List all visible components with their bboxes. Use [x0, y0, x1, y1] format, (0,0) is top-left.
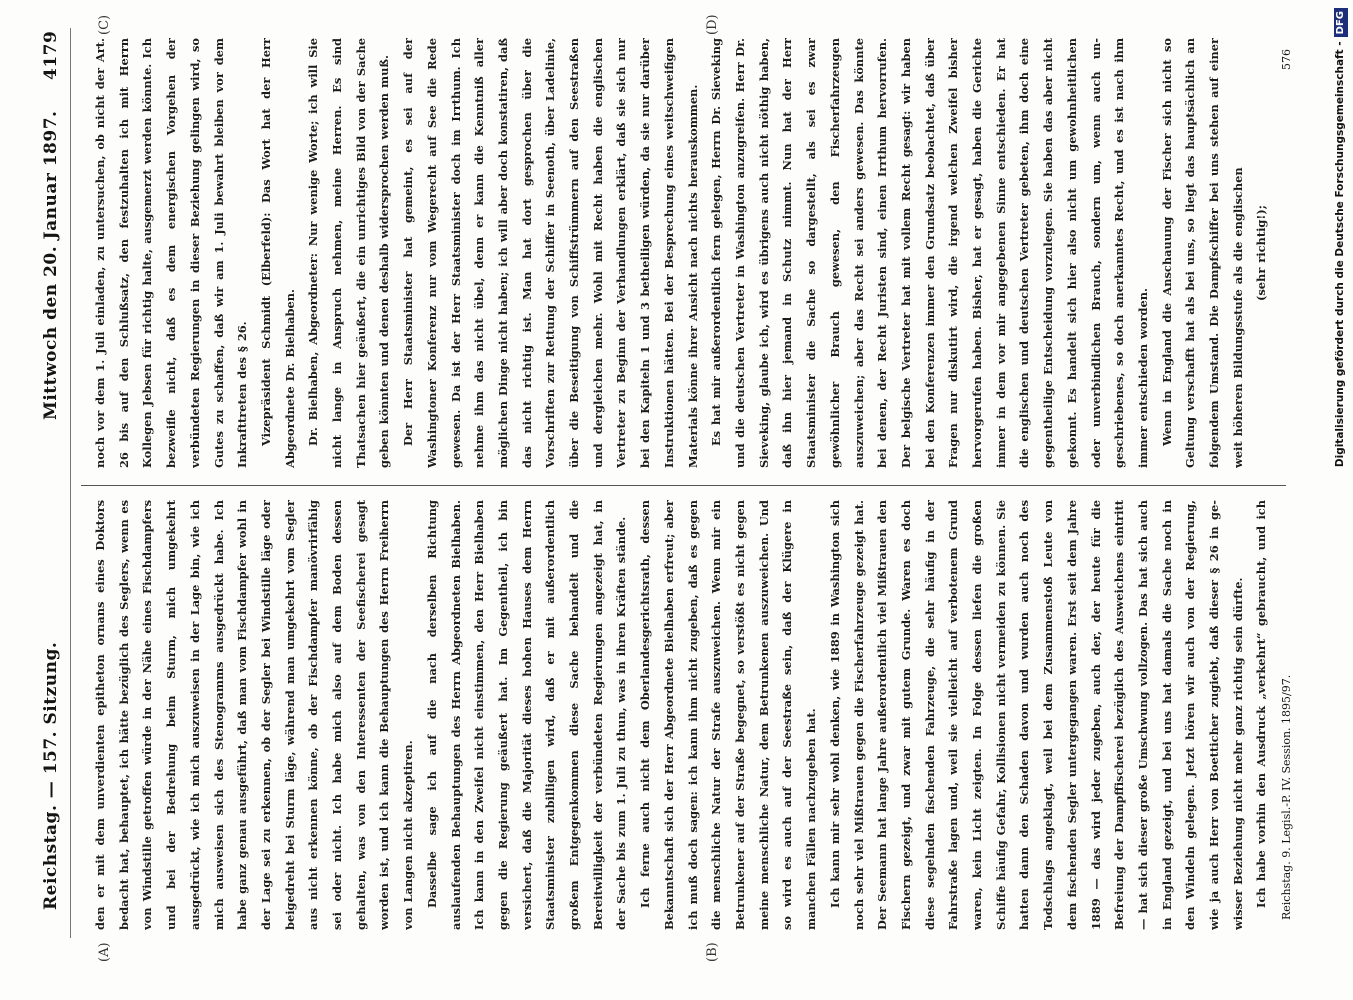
margin-marker-c: (C) [97, 14, 112, 35]
left-column-paragraph: Ich kann mir sehr wohl denken, wie 1889 in Washington sich noch sehr viel Mißtrauen gegen die Fischerfahrzeuge gezeigt hat. Der Seemann hat lange Jahre außerordentlich viel Mißtrauen den Fischern gezeigt, und zwar mit gutem Grunde. Waren es doch diese segelnden fischenden Fahrzeuge, die sehr häufig in der Fahrstraße lagen und, weil sie vielleicht auf verbotenem Grund waren, kein Licht zeigten. In Folge dessen liefen die großen Schiffe häufig Gefahr, Kollisionen nicht vermeiden zu können. Sie hatten dann den Schaden davon und wurden auch noch des Todschlags angeklagt, weil bei dem Zusammenstoß Leute von dem fischenden Segler untergegangen waren. Erst seit dem Jahre 1889 — das wird jeder zugeben, auch der, der heute für die Befreiung der Dampffischerei bezüglich des Ausweichens eintritt — hat sich dieser große Umschwung vollzogen. Das hat sich auch in England gezeigt, und bei uns hat damals die Sache noch in den Windeln gelegen. Jetzt hören wir auch von der Regierung, wie ja auch Herr von Boetticher zugiebt, daß dieser § 26 in gewisser Beziehung nicht mehr ganz richtig sein dürfte. [827, 500, 1245, 930]
left-column [89, 500, 1269, 930]
dfg-logo: DFG [1334, 8, 1348, 37]
page-header [37, 30, 77, 940]
right-column [89, 38, 1269, 468]
right-column-paragraph: (sehr richtig!); [1254, 205, 1269, 301]
margin-marker-b: (B) [705, 942, 720, 962]
right-column-paragraph: Vizepräsident Schmidt (Elberfeld): Das Wort hat der Herr Abgeordnete Dr. Bielhaben. [258, 38, 297, 468]
left-column-paragraph: den er mit dem unverdienten epitheton ornans eines Doktors bedacht hat, behauptet, ich hätte bezüglich des Seglers, wenn es von Windstille getroffen würde in der Nähe eines Fischdampfers und bei der Bedrehung beim Sturm, mich umgekehrt ausgedrückt, wie ich mich auszuweisen in der Lage bin, wie ich mich ausweisen sich des Stenogramms ausgedrückt habe. Ich habe ganz genau ausgeführt, daß man vom Fischdampfer wohl in der Lage sei zu erkennen, ob der Segler bei Windstille läge oder beigedreht bei Sturm läge, während man umgekehrt vom Segler aus nicht erkennen könne, ob der Fischdampfer manövrirfähig sei oder nicht. Ich habe mich also auf dem Boden dessen gehalten, was von den Interessenten der Seefischerei gesagt worden ist, und ich kann die Behauptungen des Herrn Freiherrn von Langen nicht akzeptiren. [93, 500, 416, 930]
header-session: Reichstag. — 157. Sitzung. [41, 641, 61, 910]
footer-session-info: Reichstag. 9. Legisl.-P. IV. Session. 1895/97. [1280, 674, 1293, 920]
rotated-page-content [15, 0, 1315, 1000]
left-column-paragraph: Dasselbe sage ich auf die nach derselben Richtung auslaufenden Behauptungen des Herrn Abgeordneten Bielhaben. Ich kann in den Zweifel nicht einstimmen, den Herr Bielhaben gegen die Regierung geäußert hat. Im Gegentheil, ich bin versichert, daß die Majorität dieses hohen Hauses dem Herrn Staatsminister zubilligen wird, daß er mit außerordentlich großem Entgegenkommen diese Sache behandelt und die Bereitwilligkeit der verbündeten Regierungen angezeigt hat, in der Sache bis zum 1. Juli zu thun, was in ihren Kräften stände. [424, 500, 629, 930]
right-column-paragraph: noch vor dem 1. Juli einladen, zu untersuchen, ob nicht der Art. 26 bis auf den Schlußsatz, den festzuhalten ich mit Herrn Kollegen Jebsen für richtig halte, ausgemerzt werden könnte. Ich bezweifle nicht, daß es dem energischen Vorgehen der verbündeten Regierungen in dieser Beziehung gelingen wird, so Gutes zu schaffen, daß wir am 1. Juli bewahrt bleiben vor dem Inkrafttreten des § 26. [93, 38, 250, 468]
header-page-number: 4179 [41, 30, 61, 80]
margin-marker-a: (A) [97, 942, 112, 962]
right-column-paragraph: Der Herr Staatsminister hat gemeint, es sei auf der Washingtoner Konferenz nur vom Wegerecht auf See die Rede gewesen. Da ist der Herr Staatsminister doch im Irrthum. Ich nehme ihm das nicht übel, denn er kann die Kenntniß aller möglichen Dinge nicht haben; ich will aber doch konstatiren, daß das nicht richtig ist. Man hat dort gesprochen über die Vorschriften zur Rettung der Schiffer in Seenoth, über Ladelinie, über die Beseitigung von Schiffstrümmern auf den Seestraßen und dergleichen mehr. Wohl mit Recht haben die englischen Vertreter zu Beginn der Verhandlungen erklärt, daß sie sich nur bei den Kapiteln 1 und 3 betheiligen würden, da sie nur darüber Instruktionen hätten. Bei der Besprechung eines weitschweifigen Materials könne ihrer Ansicht nach nichts herauskommen. [401, 38, 700, 468]
header-date: Mittwoch den 20. Januar 1897. [41, 110, 61, 420]
right-column-paragraph: Wenn in England die Anschauung der Fischer sich nicht so Geltung verschafft hat als bei uns, so liegt das hauptsächlich an folgendem Umstand. Die Dampfschiffer bei uns stehen auf einer weit höheren Bildungsstufe als die englischen [1159, 38, 1245, 468]
header-rule [70, 28, 71, 938]
credit-text: Digitalisierung gefördert durch die Deutsche Forschungsgemeinschaft - [1334, 41, 1346, 468]
right-column-paragraph: Es hat mir außerordentlich fern gelegen, Herrn Dr. Sieveking und die deutschen Vertreter in Washington anzugreifen. Herr Dr. Sieveking, glaube ich, wird es übrigens auch nicht nöthig haben, daß ihn hier jemand in Schutz nimmt. Nun hat der Herr Staatsminister die Sache so dargestellt, als sei es zwar gewöhnlicher Brauch gewesen, den Fischerfahrzeugen auszuweichen; aber das Recht sei anders gewesen. Das könnte bei denen, der Recht Juristen sind, einen Irrthum hervorrufen. Der belgische Vertreter hat mit vollem Recht gesagt: wir haben bei den Konferenzen immer den Grundsatz beobachtet, daß über Fragen nur diskutirt wird, die irgend welchen Zweifel bisher hervorgerufen haben. Bisher, hat er gesagt, haben die Gerichte immer in dem vor mir angegebenen Sinne entschieden. Er hat die englischen und deutschen Vertreter gebeten, ihm doch eine gegentheilige Entscheidung vorzulegen. Sie haben das aber nicht gekonnt. Es handelt sich hier also nicht um gewohnheitlichen oder unverbindlichen Brauch, sondern um, wenn auch ungeschriebenes, so doch anerkanntes Recht, und es ist nach ihm immer entschieden worden. [709, 38, 1150, 468]
digitization-credit [1330, 8, 1350, 993]
left-column-paragraph: Ich habe vorhin den Ausdruck „verkehrt“ gebraucht, und ich [1254, 500, 1269, 908]
right-column-paragraph: Dr. Bielhaben, Abgeordneter: Nur wenige Worte; ich will Sie nicht lange in Anspruch nehmen, meine Herren. Es sind Thatsachen hier geäußert, die ein unrichtiges Bild von der Sache geben könnten und denen deshalb widersprochen werden muß. [306, 38, 392, 468]
footer-sheet-number: 576 [1280, 49, 1293, 70]
column-divider [81, 485, 1286, 486]
margin-marker-d: (D) [705, 14, 720, 35]
left-column-paragraph: Ich ferne auch nicht dem Oberlandesgerichtsrath, dessen Bekanntschaft sich der Herr Abgeordnete Bielhaben erfreut; aber ich muß doch sagen: ich kann ihm nicht zugeben, daß es gegen die menschliche Natur der Strafe auszuweichen. Wenn mir ein Betrunkener auf der Straße begegnet, so verstößt es nicht gegen meine menschliche Natur, dem Betrunkenen auszuweichen. Und so wird es auch auf der Seestraße sein, daß der Klügere in manchen Fällen nachzugeben hat. [638, 500, 819, 930]
